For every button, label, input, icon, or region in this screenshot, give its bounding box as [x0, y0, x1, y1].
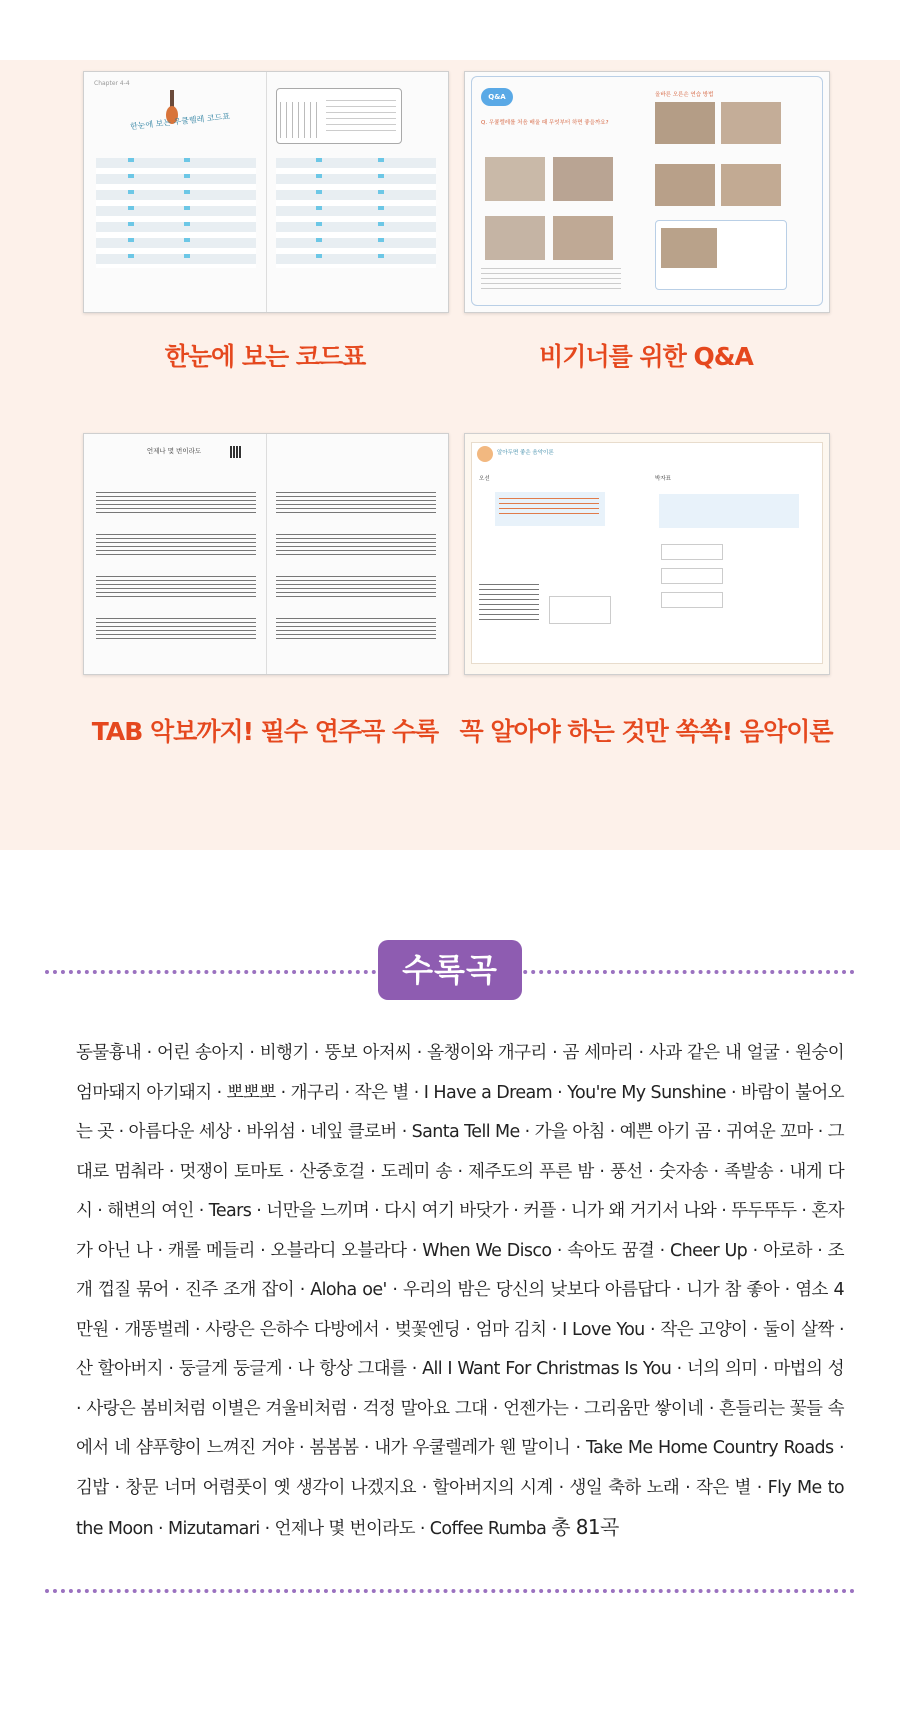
qa-preview: [464, 71, 830, 313]
theory-icon: [477, 446, 493, 462]
qr-code-icon: [230, 446, 242, 458]
songs-heading: 수록곡: [378, 940, 522, 1000]
song-total: 총 81곡: [551, 1515, 619, 1539]
sheet-music-preview: [83, 433, 449, 675]
theory-title: 알아두면 좋은 음악이론: [497, 450, 554, 456]
chord-chart-title: 한눈에 보는 우쿨렐레 코드표: [129, 111, 231, 132]
song-list-text: 동물흉내 · 어린 송아지 · 비행기 · 뚱보 아저씨 · 올챙이와 개구리 · 곰 세마리 · 사과 같은 내 얼굴 · 원숭이 엄마돼지 아기돼지 · 뽀뽀뽀 · 개구리 · 작은 별 · I Have a Dream · You're My Sunshine · 바람이 불어오는 곳 · 아름다운 세상 · 바위섬 · 네잎 클로버 · Santa Tell Me · 가을 아침 · 예쁜 아기 곰 · 귀여운 꼬마 · 그대로 멈춰라 · 멋쟁이 토마토 · 산중호걸 · 도레미 송 · 제주도의 푸른 밤 · 풍선 · 숫자송 · 족발송 · 내게 다시 · 해변의 여인 · Tears · 너만을 느끼며 · 다시 여기 바닷가 · 커플 · 니가 왜 거기서 나와 · 뚜두뚜두 · 혼자가 아닌 나 · 캐롤 메들리 · 오블라디 오블라다 · When We Disco · 속아도 꿈결 · Cheer Up · 아로하 · 조개 껍질 묶어 · 진주 조개 잡이 · Aloha oe' · 우리의 밤은 당신의 낮보다 아름답다 · 니가 참 좋아 · 염소 4만원 · 개똥벌레 · 사랑은 은하수 다방에서 · 벚꽃엔딩 · 엄마 김치 · I Love You · 작은 고양이 · 둘이 살짝 · 산 할아버지 · 둥글게 둥글게 · 나 항상 그대를 · All I Want For Christmas Is You · 너의 의미 · 마법의 성 · 사랑은 봄비처럼 이별은 겨울비처럼 · 걱정 말아요 그대 · 언젠가는 · 그리움만 쌓이네 · 흔들리는 꽃들 속에서 네 샴푸향이 느껴진 거야 · 봄봄봄 · 내가 우쿨렐레가 웬 말이니 · Take Me Home Country Roads · 김밥 · 창문 너머 어렴풋이 옛 생각이 나겠지요 · 할아버지의 시계 · 생일 축하 노래 · 작은 별 · Fly Me to the Moon · Mizutamari · 언제나 몇 번이라도 · Coffee Rumba: [76, 1043, 844, 1539]
chapter-label: Chapter 4-4: [94, 80, 130, 87]
caption-chord-chart: 한눈에 보는 코드표: [164, 342, 366, 371]
qa-side-title: 올바른 오른손 연습 방법: [655, 92, 714, 98]
song-list: [76, 1034, 844, 1550]
chord-chart-preview: [83, 71, 449, 313]
caption-qa: 비기너를 위한 Q&A: [539, 342, 753, 371]
caption-music-theory: 꼭 알아야 하는 것만 쏙쏙! 음악이론: [459, 717, 833, 746]
theory-right-head: 박자표: [655, 476, 671, 482]
song-title: 언제나 몇 번이라도: [146, 447, 202, 455]
divider-bottom: [45, 1589, 855, 1593]
theory-left-head: 오선: [479, 476, 490, 482]
music-theory-preview: [464, 433, 830, 675]
caption-sheet-music: TAB 악보까지! 필수 연주곡 수록: [91, 717, 439, 746]
qa-question: Q. 우쿨렐레를 처음 배울 때 무엇부터 하면 좋을까요?: [481, 120, 609, 126]
qa-badge: Q&A: [481, 88, 513, 106]
